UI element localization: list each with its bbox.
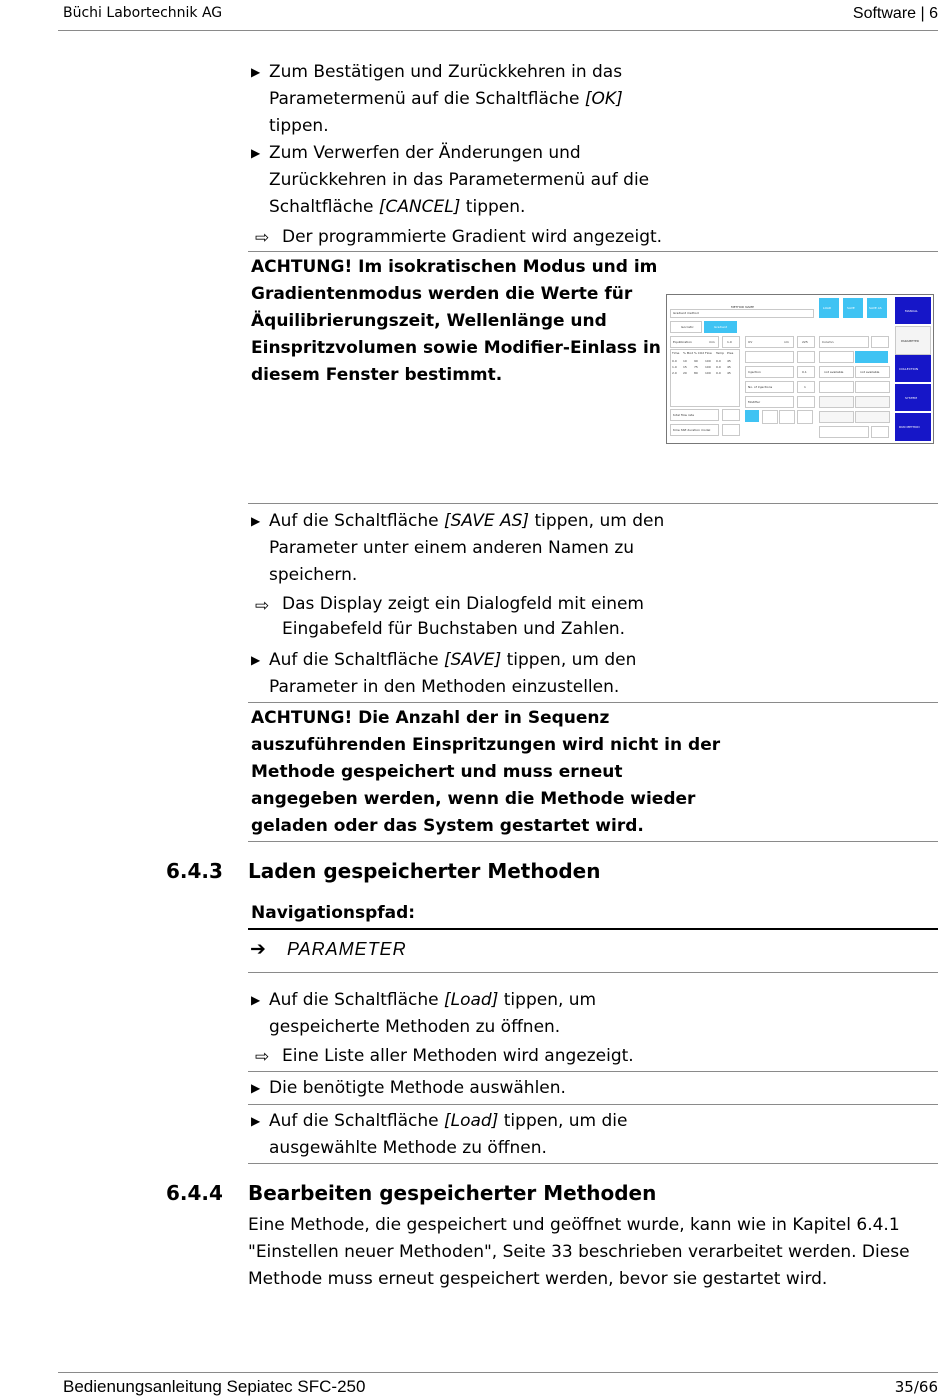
step-text: Auf die Schaltfläche [SAVE AS] tippen, um den Parameter unter einem anderen Namen zu speichern. (269, 511, 665, 585)
result-text: Der programmierte Gradient wird angezeigt. (282, 227, 663, 247)
step-text: Auf die Schaltfläche [SAVE] tippen, um den Parameter in den Methoden einzustellen. (269, 650, 637, 697)
step-text: Auf die Schaltfläche [Load] tippen, um die ausgewählte Methode zu öffnen. (269, 1111, 628, 1158)
header-company: Büchi Labortechnik AG (63, 5, 223, 21)
result-arrow-icon: ⇨ (255, 596, 270, 615)
divider (248, 972, 938, 973)
warning-text: ACHTUNG! Im isokratischen Modus und im Gradientenmodus werden die Werte für Äquilibrierungszeit, Wellenlänge und Einspritzvolumen sowie Modifier-Einlass in diesem Fenster bestimmt. (251, 257, 661, 385)
step-marker-icon: ▶ (251, 1114, 261, 1128)
footer-page: 35/66 (894, 1378, 938, 1396)
section-body: Eine Methode, die gespeichert und geöffnet wurde, kann wie in Kapitel 6.4.1 "Einstellen neuer Methoden", Seite 33 beschrieben verarbeitet werden. Diese Methode muss erneut gespeichert werden, bevor sie gestartet wird. (248, 1215, 910, 1289)
divider (248, 702, 938, 703)
header-section: Software | 6 (852, 5, 938, 22)
result-arrow-icon: ⇨ (255, 228, 270, 247)
step-marker-icon: ▶ (251, 514, 261, 528)
result-text: Das Display zeigt ein Dialogfeld mit einem Eingabefeld für Buchstaben und Zahlen. (282, 594, 644, 639)
step-text: Zum Verwerfen der Änderungen und Zurückkehren in das Parametermenü auf die Schaltfläche [CANCEL] tippen. (269, 143, 650, 217)
result-arrow-icon: ⇨ (255, 1047, 270, 1066)
nav-path-label: Navigationspfad: (251, 903, 416, 923)
step-marker-icon: ▶ (251, 993, 261, 1007)
nav-rule (248, 928, 938, 930)
step-marker-icon: ▶ (251, 146, 261, 160)
step-text: Auf die Schaltfläche [Load] tippen, um gespeicherte Methoden zu öffnen. (269, 990, 597, 1037)
divider (248, 1071, 938, 1072)
divider (248, 1163, 938, 1164)
divider (248, 503, 938, 504)
step-text: Die benötigte Methode auswählen. (269, 1078, 566, 1098)
step-marker-icon: ▶ (251, 1081, 261, 1095)
result-text: Eine Liste aller Methoden wird angezeigt. (282, 1046, 634, 1066)
footer-rule (58, 1372, 938, 1373)
header-rule (58, 30, 938, 31)
section-number: 6.4.4 (166, 1181, 223, 1205)
divider (248, 251, 938, 252)
divider (248, 841, 938, 842)
nav-path: PARAMETER (287, 939, 407, 959)
footer-manual: Bedienungsanleitung Sepiatec SFC-250 (63, 1377, 366, 1396)
step-text: Zum Bestätigen und Zurückkehren in das Parametermenü auf die Schaltfläche [OK] tippen. (269, 62, 623, 136)
section-number: 6.4.3 (166, 859, 223, 883)
nav-arrow-icon: ➔ (250, 938, 266, 960)
warning-text: ACHTUNG! Die Anzahl der in Sequenz auszuführenden Einspritzungen wird nicht in der Methode gespeichert und muss erneut angegeben werden, wenn die Methode wieder geladen oder das System gestartet wird. (251, 708, 721, 836)
step-marker-icon: ▶ (251, 65, 261, 79)
parameter-screen-image: METHOD NAME Gradient method LOAD SAVE SAVE AS MANUAL PARAMETER COLLECTION SYSTEM RUN METHOD Isocratic Gradient Equilibration min 1.0 Time % Mod % CO2 Flow Temp Pres 0.0 10 90 100 0.0 45 1.0 15 75 100 0.0 45 2.0 20 80 100 0.0 45 total flow rate time SSE duration model UV nm 225 Injection 0.1 No. of Injections 1 Modifier Column not available not available (666, 294, 934, 444)
step-marker-icon: ▶ (251, 653, 261, 667)
divider (248, 1104, 938, 1105)
section-title: Laden gespeicherter Methoden (248, 859, 601, 883)
section-title: Bearbeiten gespeicherter Methoden (248, 1181, 657, 1205)
